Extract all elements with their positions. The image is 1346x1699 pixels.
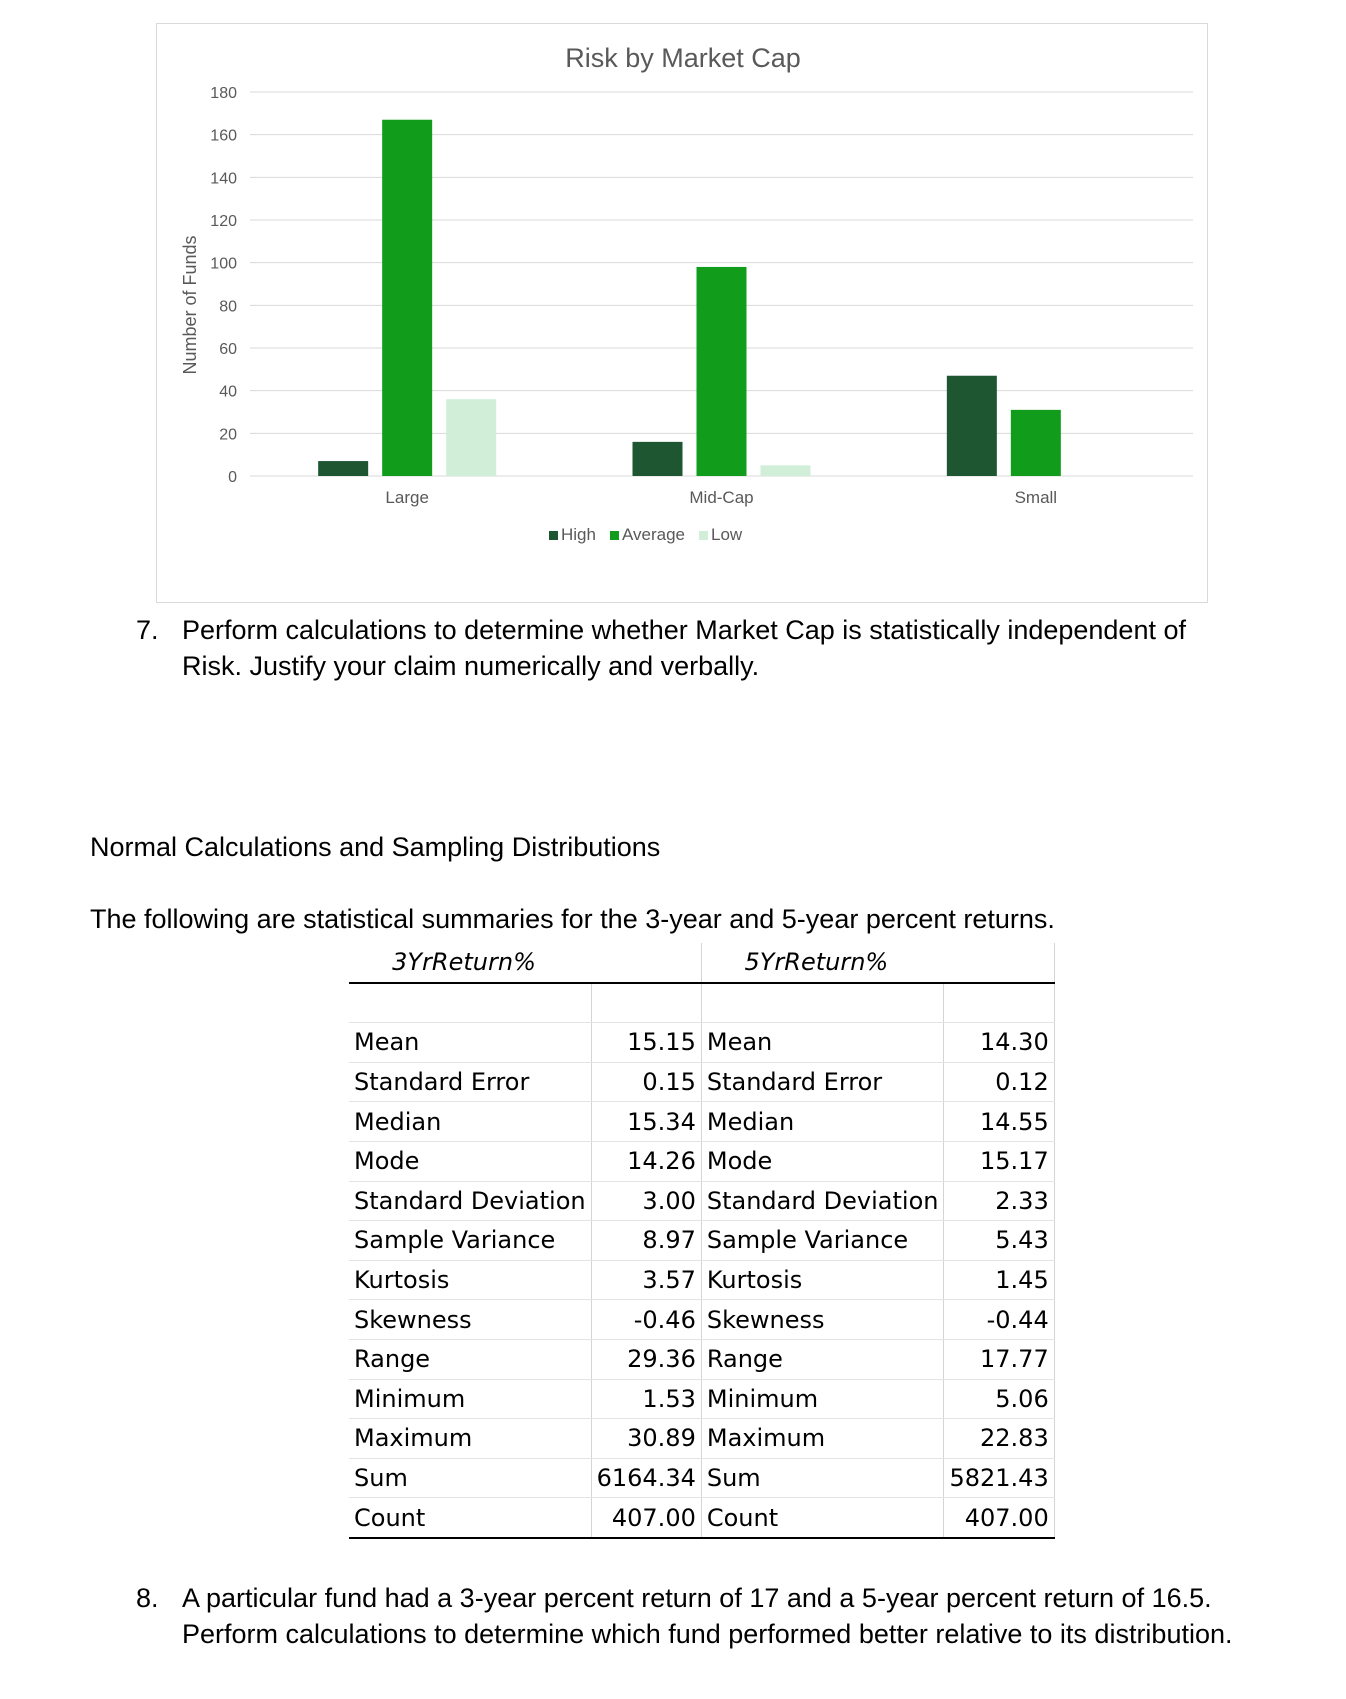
legend-swatch-high [549,531,558,540]
legend [549,525,743,544]
stat-value-3yr: 1.53 [591,1379,701,1419]
stat-label-5yr: Maximum [701,1419,944,1459]
question-7-body [182,612,1186,684]
stat-value-5yr: 0.12 [944,1062,1054,1102]
bar-average-midcap [697,267,747,476]
section-heading: Normal Calculations and Sampling Distributions [90,832,661,862]
bar-high-midcap [633,442,683,476]
stat-value-3yr: 3.57 [591,1260,701,1300]
stat-value-3yr: 6164.34 [591,1458,701,1498]
stat-value-5yr: 22.83 [944,1419,1054,1459]
y-tick-label: 180 [210,85,237,102]
table-row [349,1300,1054,1340]
y-tick-label: 20 [219,426,237,444]
stat-value-5yr: 407.00 [944,1498,1054,1538]
y-tick-label: 140 [210,170,237,188]
y-axis-ticks [210,85,237,486]
stat-value-5yr: 5.06 [944,1379,1054,1419]
question-8-line-1: A particular fund had a 3-year percent return of 17 and a 5-year percent return of 16.5. [182,1583,1212,1613]
stat-value-5yr: 5.43 [944,1221,1054,1261]
header-3yr-return-label: 3YrReturn% [392,948,536,977]
stat-label-5yr: Median [701,1102,944,1142]
stat-value-3yr: 15.34 [591,1102,701,1142]
bar-low-large [446,399,496,476]
table-row [349,1221,1054,1261]
bar-high-small [947,376,997,476]
legend-swatch-average [610,531,619,540]
table-row [349,1419,1054,1459]
stat-value-5yr: 2.33 [944,1181,1054,1221]
table-row [349,1102,1054,1142]
bar-high-large [318,461,368,476]
stat-label-3yr: Sample Variance [349,1221,591,1261]
x-category-label: Small [1014,488,1058,507]
stat-value-5yr: 14.55 [944,1102,1054,1142]
stat-label-5yr: Sample Variance [701,1221,944,1261]
stat-value-5yr: -0.44 [944,1300,1054,1340]
table-row [349,1141,1054,1181]
x-category-label: Mid-Cap [689,488,754,507]
stat-label-5yr: Count [701,1498,944,1538]
x-axis-categories [385,488,1057,507]
stat-value-5yr: 5821.43 [944,1458,1054,1498]
bar-average-small [1011,410,1061,476]
stat-value-3yr: 30.89 [591,1419,701,1459]
stat-value-3yr: 14.26 [591,1141,701,1181]
table-body [349,983,1054,1538]
header-5yr-return [701,943,1054,983]
stat-value-3yr: 407.00 [591,1498,701,1538]
stat-value-3yr: 0.15 [591,1062,701,1102]
question-7-line-2: Risk. Justify your claim numerically and verbally. [182,651,760,681]
stat-value-3yr: 3.00 [591,1181,701,1221]
stat-label-5yr: Range [701,1339,944,1379]
stat-label-3yr: Sum [349,1458,591,1498]
y-tick-label: 160 [210,127,237,145]
stat-label-5yr: Skewness [701,1300,944,1340]
table-row [349,1458,1054,1498]
stat-value-5yr: 15.17 [944,1141,1054,1181]
table-row [349,1181,1054,1221]
legend-label-average: Average [621,525,685,544]
table-row [349,1062,1054,1102]
question-8-line-2: Perform calculations to determine which fund performed better relative to its distribution. [182,1619,1233,1649]
stat-label-5yr: Mean [701,1023,944,1063]
intro-text: The following are statistical summaries for the 3-year and 5-year percent returns. [90,904,1055,934]
stat-label-5yr: Sum [701,1458,944,1498]
y-axis-title: Number of Funds [180,235,200,375]
stat-value-3yr: 15.15 [591,1023,701,1063]
question-7-line-1: Perform calculations to determine whether Market Cap is statistically independent of [182,615,1186,645]
stat-value-5yr: 14.30 [944,1023,1054,1063]
chart-canvas [157,24,1209,604]
stat-label-3yr: Mode [349,1141,591,1181]
stat-label-5yr: Standard Error [701,1062,944,1102]
risk-by-market-cap-chart [156,23,1208,603]
table-spacer-row [349,983,1054,1023]
table-row [349,1339,1054,1379]
y-tick-label: 120 [210,213,237,230]
y-tick-label: 80 [219,298,237,316]
stat-value-5yr: 1.45 [944,1260,1054,1300]
stat-value-3yr: -0.46 [591,1300,701,1340]
stat-label-5yr: Mode [701,1141,944,1181]
stat-value-3yr: 29.36 [591,1339,701,1379]
stat-label-3yr: Range [349,1339,591,1379]
stat-label-3yr: Maximum [349,1419,591,1459]
stat-label-3yr: Standard Deviation [349,1181,591,1221]
y-tick-label: 100 [210,255,237,273]
legend-label-low: Low [710,525,743,544]
stat-value-5yr: 17.77 [944,1339,1054,1379]
stat-label-3yr: Median [349,1102,591,1142]
table-row [349,1023,1054,1063]
question-8-body [182,1580,1233,1652]
statistics-summary-table [349,943,1055,1539]
stat-label-5yr: Minimum [701,1379,944,1419]
header-3yr-return [349,943,701,983]
header-5yr-return-label: 5YrReturn% [744,948,889,977]
y-tick-label: 40 [219,383,237,401]
y-tick-label: 0 [228,469,237,486]
table-row [349,1498,1054,1538]
stat-label-3yr: Count [349,1498,591,1538]
table-row [349,1379,1054,1419]
stat-label-3yr: Mean [349,1023,591,1063]
x-category-label: Large [385,488,429,507]
stat-label-5yr: Standard Deviation [701,1181,944,1221]
table-row [349,1260,1054,1300]
question-8-number: 8. [136,1583,159,1613]
legend-swatch-low [699,531,708,540]
bars [318,120,1061,476]
stat-label-5yr: Kurtosis [701,1260,944,1300]
stat-label-3yr: Kurtosis [349,1260,591,1300]
bar-low-midcap [761,465,811,476]
stat-label-3yr: Skewness [349,1300,591,1340]
chart-title: Risk by Market Cap [565,43,801,73]
stat-label-3yr: Standard Error [349,1062,591,1102]
legend-label-high: High [561,525,596,544]
bar-average-large [382,120,432,476]
question-7-number: 7. [136,615,159,645]
stat-value-3yr: 8.97 [591,1221,701,1261]
y-tick-label: 60 [219,341,237,358]
stat-label-3yr: Minimum [349,1379,591,1419]
table-header-row [349,943,1054,983]
